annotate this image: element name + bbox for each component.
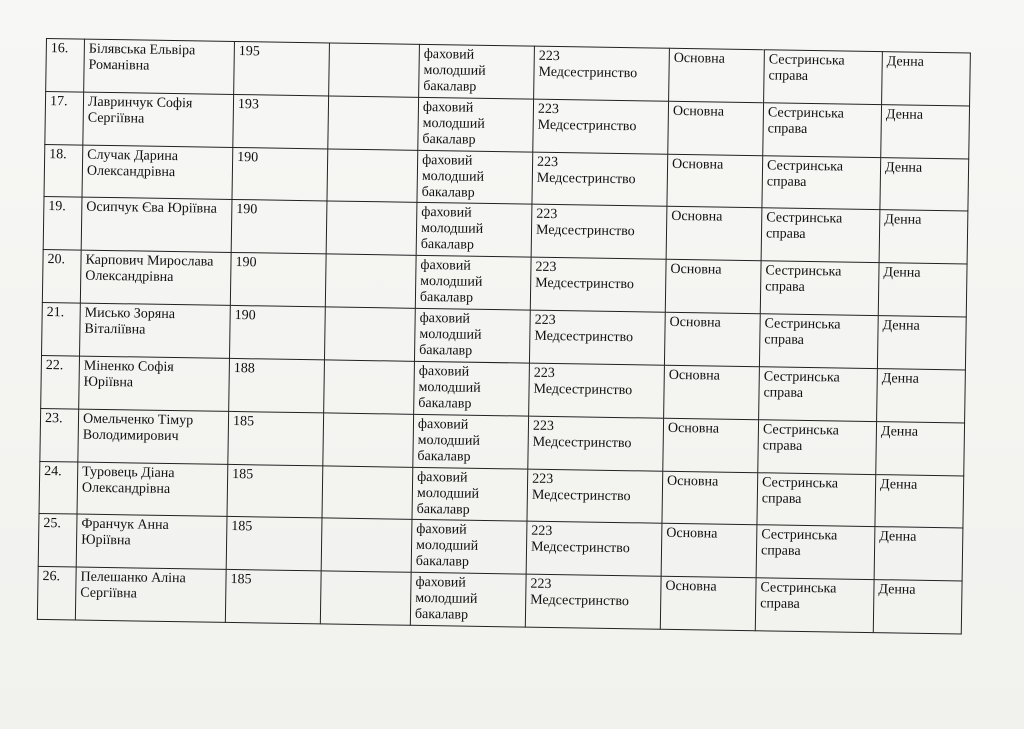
score-cell-line: 193 xyxy=(237,96,260,113)
basis-cell-line: Основна xyxy=(667,473,719,490)
degree-level-cell-line: бакалавр xyxy=(421,184,475,201)
degree-level-cell-line: молодший xyxy=(415,538,479,555)
study-form-cell xyxy=(875,474,964,528)
applicant-name-cell-line: Віталіївна xyxy=(84,321,146,338)
basis-cell-line: Основна xyxy=(665,578,717,595)
specialty-cell xyxy=(526,521,662,576)
degree-level-cell-line: бакалавр xyxy=(417,448,471,465)
specialty-cell-line: Медсестринство xyxy=(530,592,630,610)
specialty-cell-line: 223 xyxy=(537,101,560,117)
applicant-name-cell-line: Мисько Зоряна xyxy=(84,305,176,323)
program-cell-line: Сестринська xyxy=(766,157,844,175)
applicant-name-cell-line: Франчук Анна xyxy=(81,516,169,534)
score-cell-line: 190 xyxy=(235,255,257,271)
score-cell-line: 185 xyxy=(231,519,253,535)
empty-cell xyxy=(322,465,413,519)
applicant-name-cell-line: Сергіївна xyxy=(80,585,137,602)
degree-level-cell-line: бакалавр xyxy=(420,237,474,254)
applicant-name-cell xyxy=(82,145,233,200)
degree-level-cell xyxy=(414,308,530,363)
empty-cell xyxy=(325,254,416,308)
applicant-name-cell-line: Пелешанко Аліна xyxy=(80,569,186,587)
study-form-cell xyxy=(873,580,962,634)
degree-level-cell-line: бакалавр xyxy=(422,131,476,148)
study-form-cell xyxy=(879,210,968,264)
score-cell-line: 190 xyxy=(237,149,259,165)
specialty-cell-line: Медсестринство xyxy=(535,275,635,293)
applicant-name-cell xyxy=(77,462,228,517)
degree-level-cell-line: молодший xyxy=(419,326,482,343)
applicant-name-cell-line: Омельченко Тімур xyxy=(82,411,194,429)
degree-level-cell-line: молодший xyxy=(420,274,483,291)
basis-cell xyxy=(665,260,761,314)
program-cell-line: справа xyxy=(765,279,805,296)
applicant-name-cell-line: Білявська Ельвіра xyxy=(88,41,196,59)
row-number-cell xyxy=(42,303,81,356)
basis-cell xyxy=(662,471,758,525)
program-cell xyxy=(761,208,880,263)
program-cell-line: справа xyxy=(762,437,803,454)
program-cell-line: справа xyxy=(763,385,804,401)
row-number-cell-line: 20. xyxy=(47,252,66,268)
specialty-cell-line: Медсестринство xyxy=(537,117,637,135)
applicant-name-cell xyxy=(81,198,232,253)
specialty-cell-line: 223 xyxy=(538,48,560,65)
row-number-cell-line: 16. xyxy=(50,41,69,57)
study-form-cell-line: Денна xyxy=(885,107,924,123)
row-number-cell-line: 17. xyxy=(49,93,68,110)
basis-cell-line: Основна xyxy=(669,314,721,331)
degree-level-cell xyxy=(419,44,535,99)
applicant-name-cell-line: Сергіївна xyxy=(87,110,145,127)
program-cell xyxy=(763,103,882,158)
degree-level-cell-line: фаховий xyxy=(422,99,474,116)
row-number-cell-line: 22. xyxy=(45,357,64,374)
applicant-name-cell-line: Карпович Мирослава xyxy=(85,252,214,270)
row-number-cell-line: 24. xyxy=(44,463,62,479)
degree-level-cell xyxy=(418,97,534,152)
applicant-name-cell-line: Туровець Діана xyxy=(82,464,175,481)
degree-level-cell-line: фаховий xyxy=(418,363,470,380)
degree-level-cell-line: молодший xyxy=(420,221,484,238)
score-cell xyxy=(225,570,321,624)
basis-cell-line: Основна xyxy=(672,103,725,120)
study-form-cell xyxy=(882,52,971,106)
study-form-cell-line: Денна xyxy=(880,423,919,440)
specialty-cell-line: 223 xyxy=(534,312,556,329)
applicant-name-cell xyxy=(78,409,229,464)
program-cell xyxy=(757,472,876,527)
program-cell xyxy=(760,261,879,316)
score-cell-line: 190 xyxy=(236,202,258,218)
program-cell xyxy=(762,155,881,210)
study-form-cell xyxy=(880,157,969,211)
score-cell-line: 185 xyxy=(232,413,255,430)
degree-level-cell-line: бакалавр xyxy=(416,501,470,518)
program-cell-line: Сестринська xyxy=(767,105,844,122)
row-number-cell xyxy=(44,144,83,197)
row-number-cell xyxy=(38,514,77,567)
degree-level-cell-line: фаховий xyxy=(417,416,469,433)
study-form-cell xyxy=(877,316,966,370)
applicant-name-cell-line: Олександрівна xyxy=(85,268,174,286)
applicant-name-cell xyxy=(76,514,227,569)
applicant-name-cell-line: Юріївна xyxy=(80,532,131,549)
applicant-name-cell xyxy=(75,567,226,622)
specialty-cell xyxy=(532,152,668,207)
specialty-cell-line: 223 xyxy=(535,259,557,276)
score-cell-line: 195 xyxy=(238,44,260,60)
row-number-cell-line: 25. xyxy=(43,516,61,532)
row-number-cell xyxy=(37,567,76,620)
applicant-name-cell-line: Случак Дарина xyxy=(87,147,179,164)
degree-level-cell-line: молодший xyxy=(417,432,480,449)
specialty-cell-line: 223 xyxy=(536,207,558,223)
study-form-cell-line: Денна xyxy=(886,54,924,70)
empty-cell xyxy=(324,307,415,361)
specialty-cell xyxy=(529,363,665,418)
empty-cell xyxy=(326,201,417,255)
score-cell xyxy=(229,358,325,412)
score-cell-line: 185 xyxy=(230,572,252,588)
study-form-cell xyxy=(878,263,967,317)
empty-cell xyxy=(321,518,412,572)
applicant-name-cell-line: Лавринчук Софія xyxy=(87,94,193,112)
specialty-cell-line: 223 xyxy=(533,365,555,381)
specialty-cell xyxy=(528,416,664,471)
score-cell xyxy=(230,253,326,307)
degree-level-cell-line: фаховий xyxy=(420,258,471,274)
specialty-cell xyxy=(531,205,667,260)
specialty-cell-line: 223 xyxy=(532,471,554,487)
basis-cell-line: Основна xyxy=(671,156,724,173)
degree-level-cell xyxy=(410,572,526,627)
degree-level-cell-line: фаховий xyxy=(423,46,475,63)
applicant-name-cell xyxy=(79,356,230,411)
study-form-cell-line: Денна xyxy=(879,529,917,546)
degree-level-cell-line: бакалавр xyxy=(419,290,474,306)
program-cell-line: Сестринська xyxy=(762,421,840,439)
study-form-cell-line: Денна xyxy=(878,582,916,598)
program-cell xyxy=(756,525,875,580)
degree-level-cell-line: молодший xyxy=(422,115,485,132)
basis-cell xyxy=(661,524,757,578)
basis-cell xyxy=(664,365,760,419)
degree-level-cell-line: бакалавр xyxy=(418,395,472,412)
row-number-cell xyxy=(41,355,80,408)
score-cell xyxy=(233,94,329,148)
applicants-table xyxy=(37,38,971,634)
study-form-cell-line: Денна xyxy=(884,212,922,229)
degree-level-cell-line: бакалавр xyxy=(414,606,469,623)
applicant-name-cell-line: Романівна xyxy=(88,57,150,74)
degree-level-cell-line: молодший xyxy=(415,590,478,607)
applicant-name-cell-line: Олександрівна xyxy=(81,480,171,497)
degree-level-cell-line: бакалавр xyxy=(423,78,477,95)
specialty-cell-line: Медсестринство xyxy=(535,223,635,240)
score-cell-line: 190 xyxy=(234,308,256,324)
basis-cell-line: Основна xyxy=(671,209,723,226)
empty-cell xyxy=(329,43,420,97)
empty-cell xyxy=(324,360,415,414)
row-number-cell xyxy=(43,197,82,250)
applicant-name-cell xyxy=(84,39,235,94)
basis-cell xyxy=(669,48,765,102)
empty-cell xyxy=(328,96,419,150)
score-cell xyxy=(234,41,330,95)
program-cell-line: справа xyxy=(760,543,801,560)
basis-cell-line: Основна xyxy=(668,367,721,384)
basis-cell xyxy=(663,418,759,472)
applicant-name-cell xyxy=(80,303,231,358)
degree-level-cell-line: фаховий xyxy=(422,152,473,169)
row-number-cell xyxy=(40,408,79,461)
study-form-cell xyxy=(876,421,965,475)
program-cell-line: Сестринська xyxy=(765,263,842,280)
specialty-cell-line: Медсестринство xyxy=(531,487,631,504)
program-cell-line: Сестринська xyxy=(763,369,840,386)
row-number-cell-line: 19. xyxy=(48,199,66,215)
specialty-cell xyxy=(527,469,663,524)
program-cell-line: справа xyxy=(767,121,808,137)
study-form-cell-line: Денна xyxy=(883,265,921,282)
degree-level-cell-line: фаховий xyxy=(419,310,471,327)
program-cell xyxy=(759,314,878,369)
specialty-cell-line: Медсестринство xyxy=(536,170,636,187)
specialty-cell-line: 223 xyxy=(530,576,552,593)
program-cell-line: справа xyxy=(765,226,806,243)
study-form-cell-line: Денна xyxy=(879,476,918,493)
row-number-cell-line: 26. xyxy=(42,569,61,585)
program-cell xyxy=(758,419,877,474)
applicant-name-cell xyxy=(80,250,231,305)
basis-cell xyxy=(660,576,756,630)
degree-level-cell-line: фаховий xyxy=(415,574,466,591)
basis-cell-line: Основна xyxy=(670,262,722,278)
specialty-cell-line: 223 xyxy=(536,154,559,170)
basis-cell xyxy=(668,101,764,155)
specialty-cell-line: Медсестринство xyxy=(532,434,632,451)
degree-level-cell xyxy=(416,203,532,258)
basis-cell-line: Основна xyxy=(667,420,720,437)
program-cell xyxy=(759,367,878,422)
applicant-name-cell-line: Володимирович xyxy=(82,427,179,444)
degree-level-cell xyxy=(411,520,527,575)
basis-cell-line: Основна xyxy=(673,50,726,67)
specialty-cell-line: Медсестринство xyxy=(533,381,633,399)
specialty-cell xyxy=(529,310,665,365)
program-cell xyxy=(755,578,874,633)
specialty-cell xyxy=(533,99,669,154)
specialty-cell xyxy=(530,257,666,312)
study-form-cell-line: Денна xyxy=(881,371,920,387)
program-cell-line: Сестринська xyxy=(761,527,838,544)
score-cell xyxy=(232,147,328,201)
program-cell-line: Сестринська xyxy=(768,52,845,69)
row-number-cell-line: 23. xyxy=(44,410,63,426)
row-number-cell xyxy=(45,91,84,144)
study-form-cell xyxy=(874,527,963,581)
study-form-cell-line: Денна xyxy=(884,159,923,176)
degree-level-cell xyxy=(417,150,533,205)
row-number-cell xyxy=(39,461,78,514)
program-cell-line: справа xyxy=(764,332,805,349)
degree-level-cell-line: бакалавр xyxy=(415,554,470,571)
study-form-cell xyxy=(881,104,970,158)
basis-cell xyxy=(667,154,763,208)
row-number-cell-line: 18. xyxy=(49,146,67,162)
specialty-cell-line: Медсестринство xyxy=(534,328,634,346)
program-cell-line: справа xyxy=(760,596,800,613)
program-cell-line: справа xyxy=(766,173,807,190)
score-cell xyxy=(228,411,324,465)
basis-cell-line: Основна xyxy=(666,526,718,542)
basis-cell xyxy=(666,207,762,261)
score-cell xyxy=(229,305,325,359)
degree-level-cell-line: фаховий xyxy=(421,205,472,222)
degree-level-cell xyxy=(413,414,529,469)
degree-level-cell-line: молодший xyxy=(423,62,486,79)
applicant-name-cell-line: Олександрівна xyxy=(86,163,176,180)
applicant-name-cell-line: Міненко Софія xyxy=(83,358,174,375)
row-number-cell xyxy=(46,39,85,92)
specialty-cell-line: Медсестринство xyxy=(530,539,630,557)
degree-level-cell-line: бакалавр xyxy=(419,342,473,359)
specialty-cell-line: Медсестринство xyxy=(538,64,638,82)
row-number-cell xyxy=(42,250,81,303)
applicant-name-cell-line: Осипчук Єва Юріївна xyxy=(86,200,217,218)
degree-level-cell-line: молодший xyxy=(416,485,480,502)
applicant-name-cell-line: Юріївна xyxy=(83,374,134,391)
empty-cell xyxy=(327,149,418,203)
score-cell-line: 185 xyxy=(232,466,254,482)
specialty-cell-line: 223 xyxy=(531,523,553,540)
specialty-cell xyxy=(534,46,670,101)
score-cell xyxy=(227,464,323,518)
program-cell-line: справа xyxy=(761,490,802,507)
empty-cell xyxy=(320,571,411,625)
program-cell-line: Сестринська xyxy=(760,580,837,597)
applicant-name-cell xyxy=(83,92,234,147)
program-cell-line: Сестринська xyxy=(766,210,843,227)
degree-level-cell xyxy=(412,467,528,522)
degree-level-cell-line: молодший xyxy=(421,168,485,185)
study-form-cell xyxy=(877,368,966,422)
score-cell xyxy=(226,517,322,571)
table-body xyxy=(37,39,970,634)
row-number-cell-line: 21. xyxy=(46,305,65,321)
score-cell xyxy=(231,200,327,254)
degree-level-cell-line: молодший xyxy=(418,379,481,396)
empty-cell xyxy=(323,413,414,467)
degree-level-cell-line: фаховий xyxy=(417,469,468,486)
specialty-cell-line: 223 xyxy=(532,418,555,434)
program-cell-line: Сестринська xyxy=(761,474,839,491)
specialty-cell xyxy=(525,574,661,629)
program-cell-line: справа xyxy=(768,68,809,84)
basis-cell xyxy=(664,312,760,366)
degree-level-cell xyxy=(415,256,531,311)
study-form-cell-line: Денна xyxy=(882,318,920,334)
program-cell xyxy=(764,50,883,105)
degree-level-cell-line: фаховий xyxy=(416,522,467,538)
score-cell-line: 188 xyxy=(233,360,255,377)
degree-level-cell xyxy=(414,361,530,416)
program-cell-line: Сестринська xyxy=(764,316,841,333)
